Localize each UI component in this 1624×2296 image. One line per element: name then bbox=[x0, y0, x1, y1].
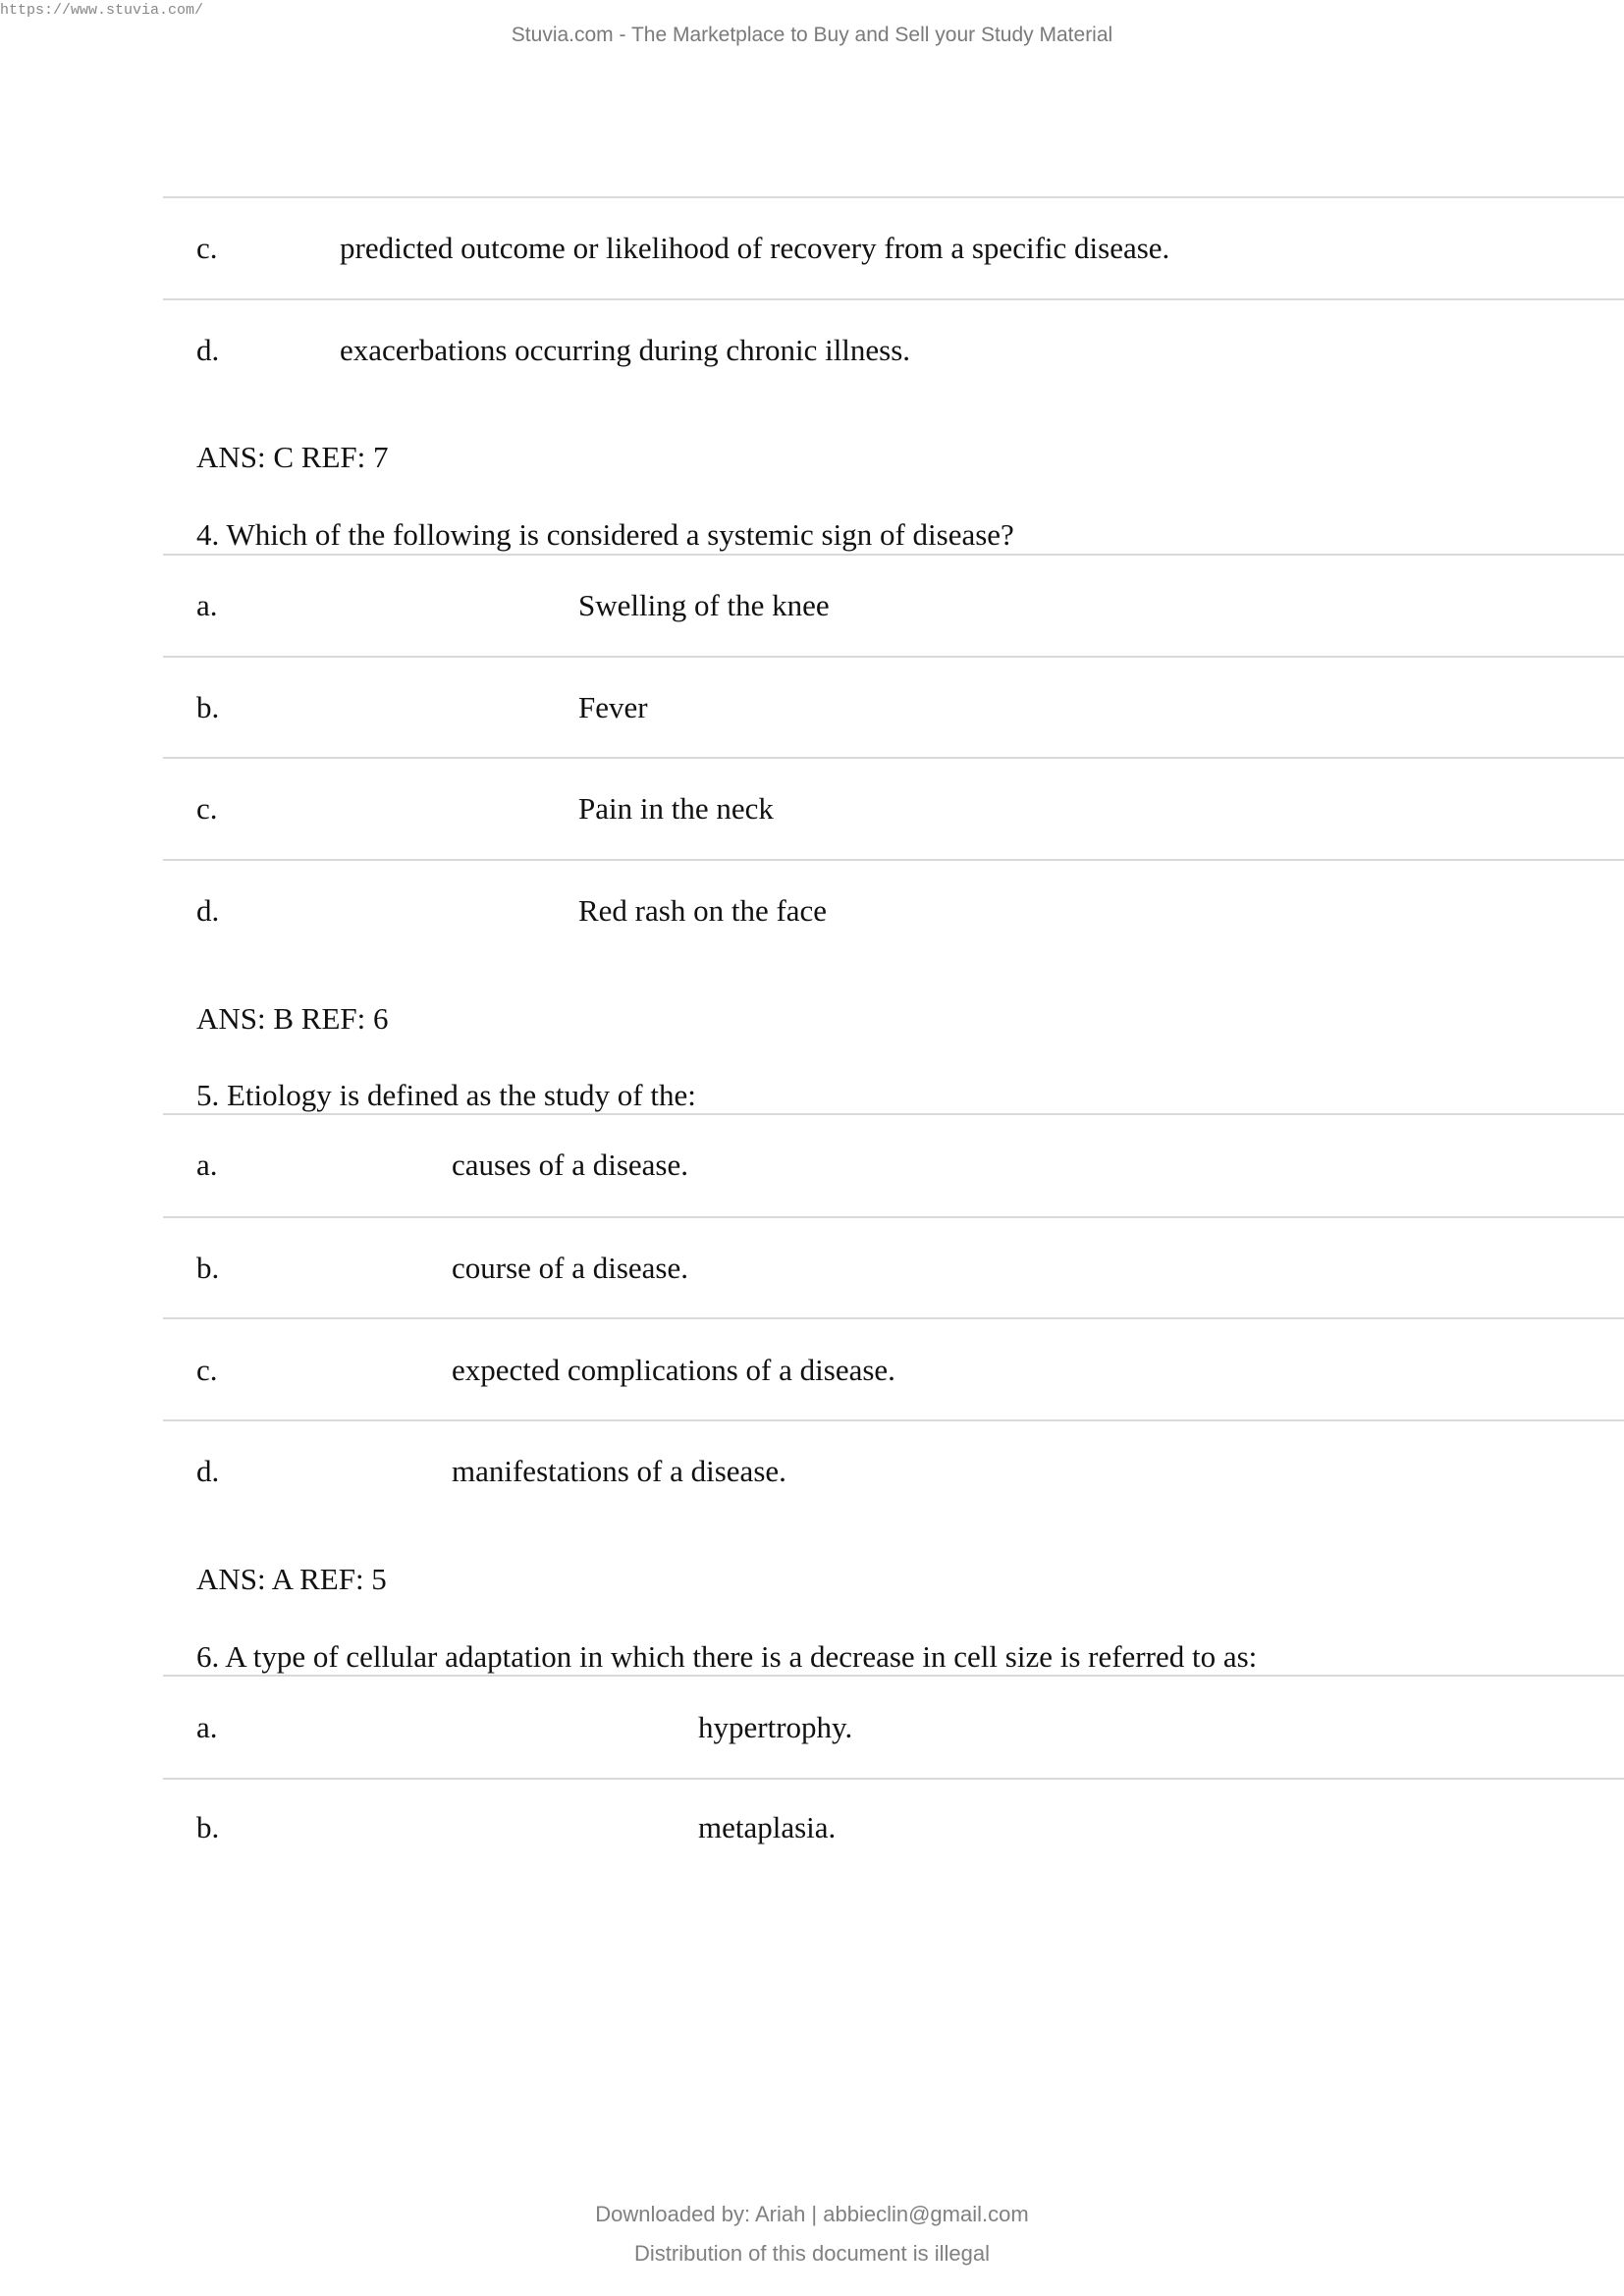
source-url[interactable]: https://www.stuvia.com/ bbox=[0, 2, 204, 19]
question-text: 6. A type of cellular adaptation in which there is a decrease in cell size is referred to as: bbox=[196, 1639, 1258, 1674]
divider bbox=[163, 1216, 1624, 1218]
divider bbox=[163, 1317, 1624, 1319]
question-text: 5. Etiology is defined as the study of the: bbox=[196, 1078, 696, 1112]
option-letter: a. bbox=[196, 1710, 218, 1744]
option-text: exacerbations occurring during chronic illness. bbox=[340, 333, 911, 367]
option-letter: b. bbox=[196, 690, 220, 724]
divider bbox=[163, 1113, 1624, 1115]
option-letter: a. bbox=[196, 1148, 218, 1182]
option-letter: d. bbox=[196, 893, 220, 928]
divider bbox=[163, 554, 1624, 556]
option-text: predicted outcome or likelihood of recovery from a specific disease. bbox=[340, 231, 1170, 265]
option-text: manifestations of a disease. bbox=[452, 1454, 786, 1488]
option-letter: c. bbox=[196, 1353, 218, 1387]
option-text: course of a disease. bbox=[452, 1251, 689, 1285]
option-text: Fever bbox=[578, 690, 648, 724]
divider bbox=[163, 1675, 1624, 1677]
answer-line: ANS: C REF: 7 bbox=[196, 440, 389, 474]
option-letter: c. bbox=[196, 791, 218, 826]
divider bbox=[163, 1778, 1624, 1780]
answer-line: ANS: B REF: 6 bbox=[196, 1001, 389, 1036]
page-header: Stuvia.com - The Marketplace to Buy and Sell your Study Material bbox=[511, 24, 1113, 46]
distribution-notice: Distribution of this document is illegal bbox=[634, 2241, 990, 2266]
option-letter: c. bbox=[196, 231, 218, 265]
option-letter: d. bbox=[196, 333, 220, 367]
divider bbox=[163, 757, 1624, 759]
divider bbox=[163, 1419, 1624, 1421]
divider bbox=[163, 656, 1624, 658]
option-letter: b. bbox=[196, 1810, 220, 1844]
divider bbox=[163, 196, 1624, 198]
divider bbox=[163, 298, 1624, 300]
option-letter: b. bbox=[196, 1251, 220, 1285]
question-text: 4. Which of the following is considered a systemic sign of disease? bbox=[196, 517, 1014, 552]
option-text: Red rash on the face bbox=[578, 893, 828, 928]
divider bbox=[163, 859, 1624, 861]
option-letter: d. bbox=[196, 1454, 220, 1488]
option-letter: a. bbox=[196, 588, 218, 622]
option-text: metaplasia. bbox=[698, 1810, 837, 1844]
option-text: causes of a disease. bbox=[452, 1148, 689, 1182]
answer-line: ANS: A REF: 5 bbox=[196, 1562, 387, 1596]
option-text: Pain in the neck bbox=[578, 791, 774, 826]
option-text: hypertrophy. bbox=[698, 1710, 853, 1744]
option-text: expected complications of a disease. bbox=[452, 1353, 895, 1387]
option-text: Swelling of the knee bbox=[578, 588, 830, 622]
download-notice: Downloaded by: Ariah | abbieclin@gmail.com bbox=[595, 2202, 1029, 2226]
